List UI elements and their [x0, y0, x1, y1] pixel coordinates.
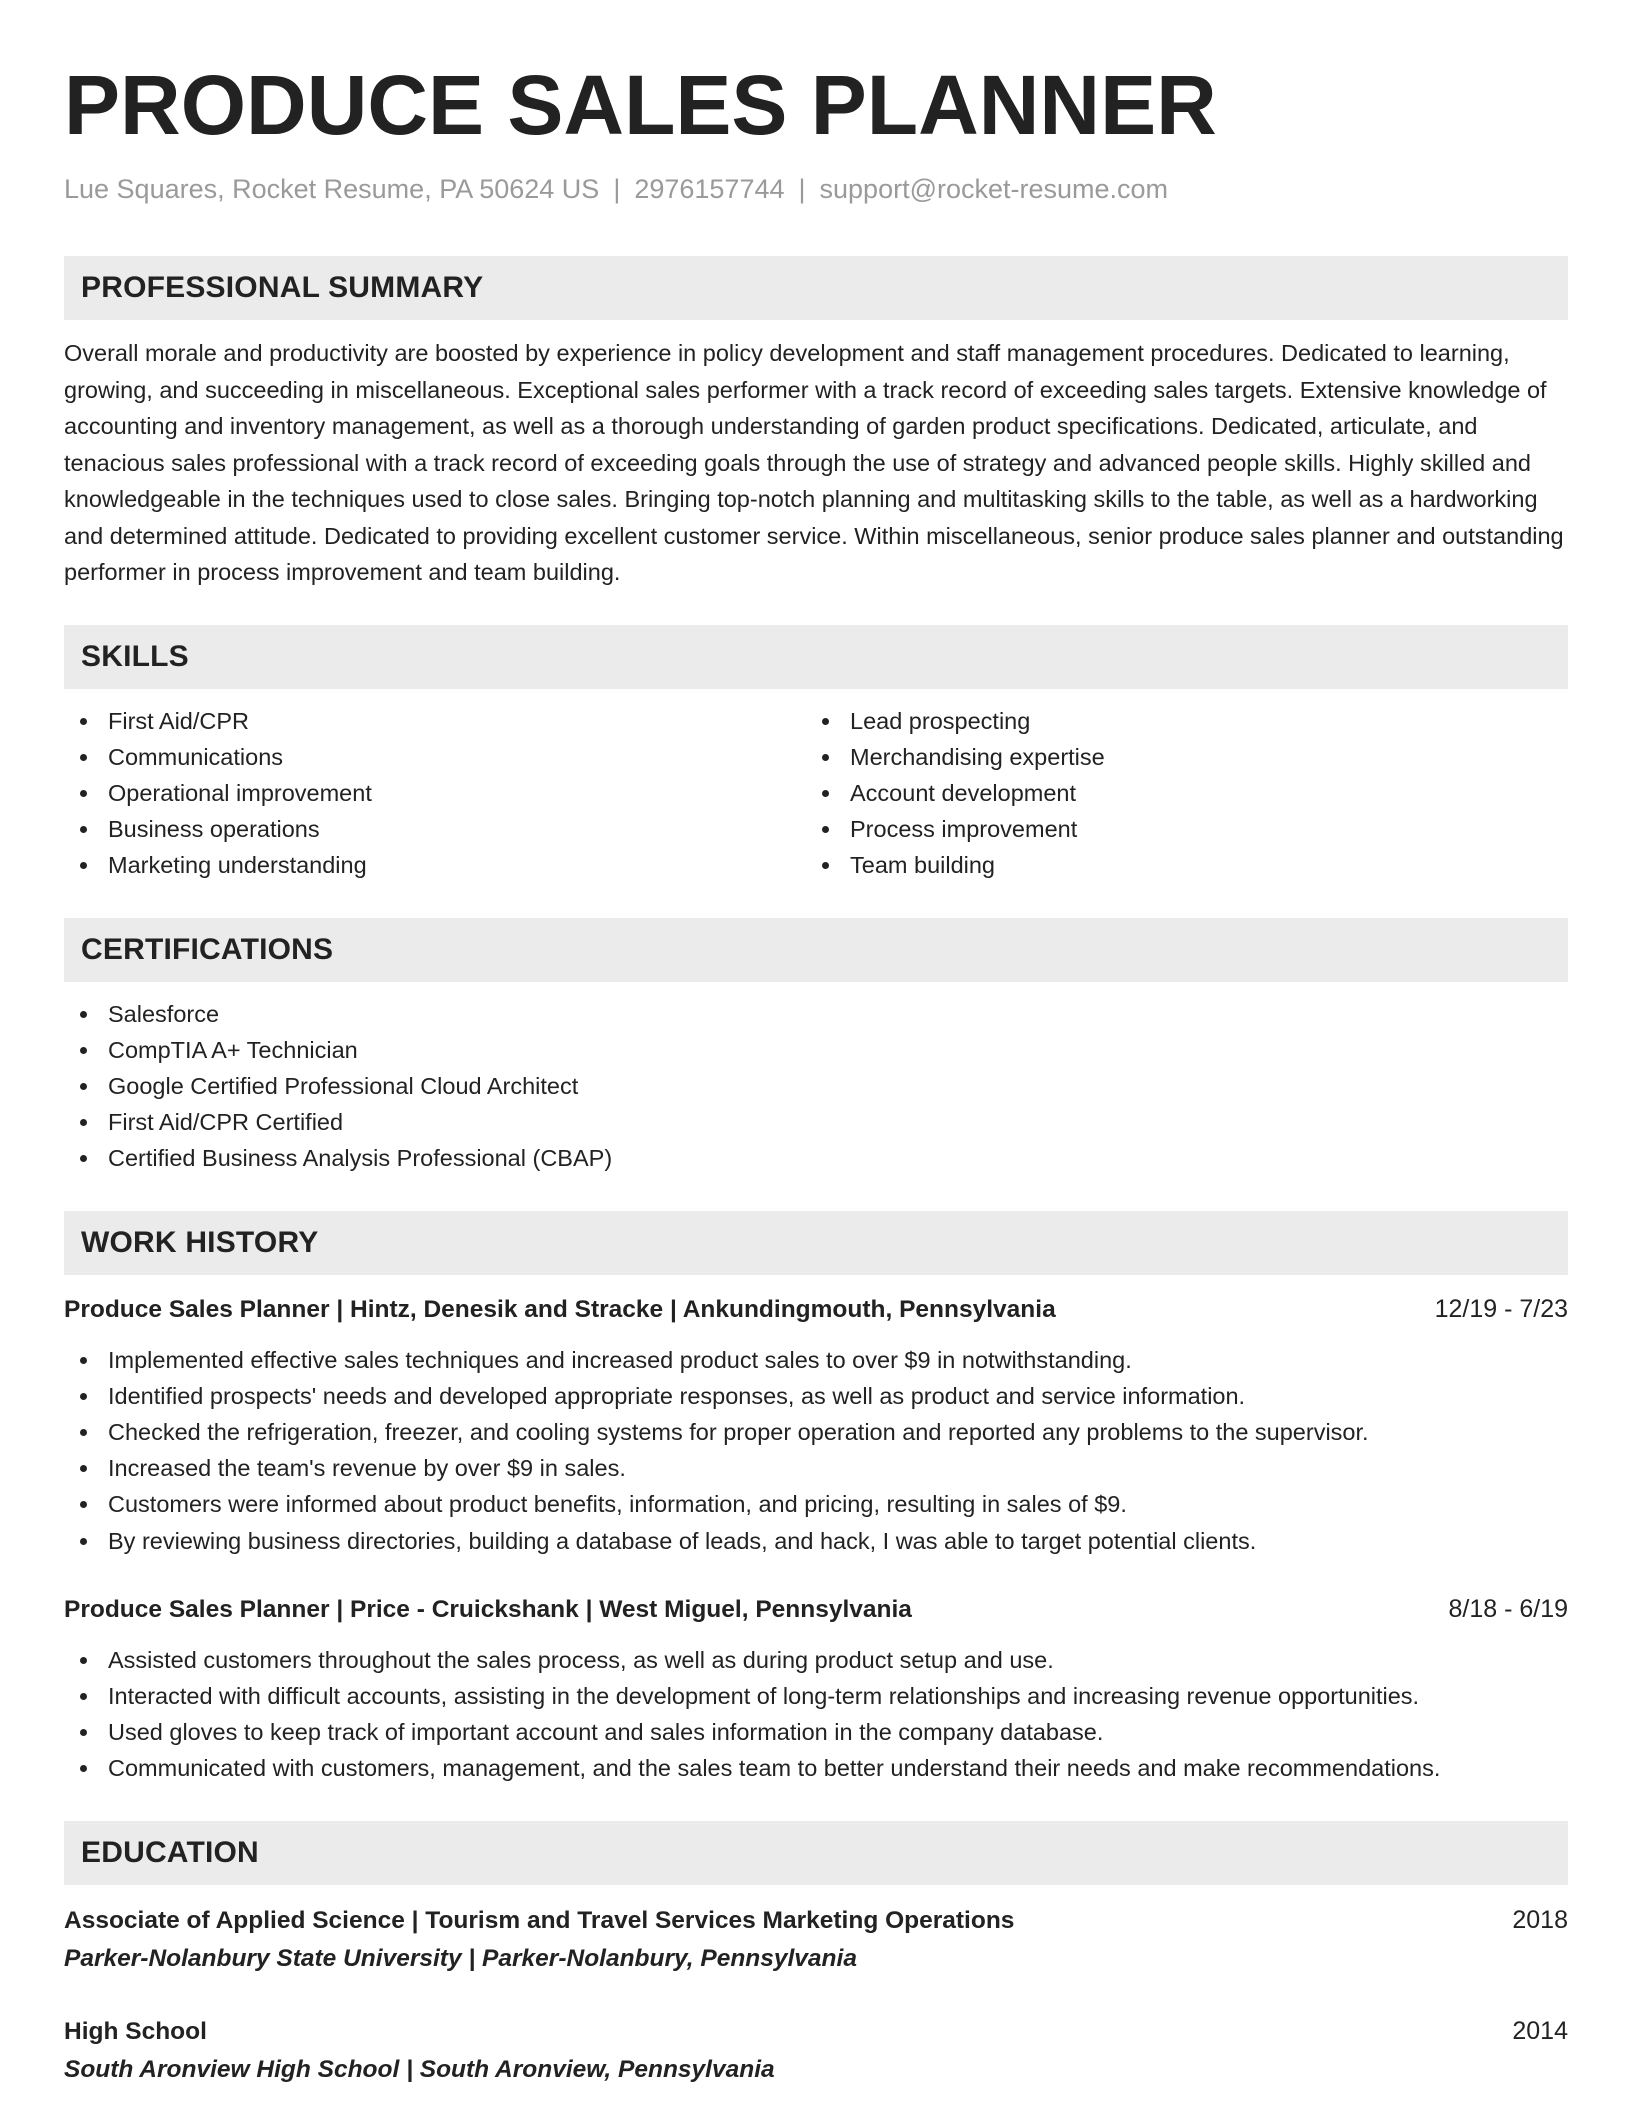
job-dates: 12/19 - 7/23 — [1434, 1294, 1568, 1323]
job-title: Produce Sales Planner | Price - Cruickshank | West Miguel, Pennsylvania — [64, 1595, 912, 1623]
skill-item: Account development — [806, 775, 1548, 811]
certification-item: First Aid/CPR Certified — [64, 1104, 1568, 1140]
certification-item: Salesforce — [64, 996, 1568, 1032]
education-degree: Associate of Applied Science | Tourism and Travel Services Marketing Operations — [64, 1906, 1015, 1934]
summary-text: Overall morale and productivity are boosted by experience in policy development and staff management procedures. Dedicated to learning, growing, and succeeding in miscellaneous. Exceptional sales performer with a track record of exceeding sales targets. Extensive knowledge of accounting and inventory management, as well as a thorough understanding of garden product specifications. Dedicated, articulate, and tenacious sales professional with a track record of exceeding goals through the use of strategy and advanced people skills. Highly skilled and knowledgeable in the techniques used to close sales. Bringing top-notch planning and multitasking skills to the table, as well as a hardworking and determined attitude. Dedicated to providing excellent customer service. Within miscellaneous, senior produce sales planner and outstanding performer in process improvement and team building. — [64, 340, 1564, 585]
job-bullets — [64, 1642, 1568, 1787]
certification-item: CompTIA A+ Technician — [64, 1032, 1568, 1068]
work-history-heading: WORK HISTORY — [64, 1211, 1568, 1275]
education-year: 2014 — [1512, 2016, 1568, 2045]
job-entry — [64, 1591, 1568, 1787]
contact-email: support@rocket-resume.com — [819, 174, 1169, 204]
summary-heading: PROFESSIONAL SUMMARY — [64, 256, 1568, 320]
job-header — [64, 1591, 1568, 1628]
skills-grid — [64, 703, 1568, 884]
skills-heading: SKILLS — [64, 625, 1568, 689]
job-bullets — [64, 1342, 1568, 1559]
certification-item: Certified Business Analysis Professional (CBAP) — [64, 1140, 1568, 1176]
education-entry — [64, 2013, 1568, 2088]
skills-list-right — [806, 703, 1548, 884]
certifications-heading: CERTIFICATIONS — [64, 918, 1568, 982]
skill-item: Marketing understanding — [64, 847, 806, 883]
skill-item: Business operations — [64, 811, 806, 847]
skill-item: Operational improvement — [64, 775, 806, 811]
skill-item: Communications — [64, 739, 806, 775]
resume-title: PRODUCE SALES PLANNER — [64, 58, 1217, 152]
job-bullet: Used gloves to keep track of important account and sales information in the company database. — [64, 1714, 1568, 1750]
job-entry — [64, 1291, 1568, 1559]
job-bullet: Identified prospects' needs and developed appropriate responses, as well as product and service information. — [64, 1378, 1568, 1414]
contact-address: Lue Squares, Rocket Resume, PA 50624 US — [64, 174, 600, 204]
job-bullet: Communicated with customers, management, and the sales team to better understand their needs and make recommendations. — [64, 1750, 1568, 1786]
job-dates: 8/18 - 6/19 — [1448, 1594, 1568, 1623]
skills-list-left — [64, 703, 806, 884]
education-header — [64, 1902, 1568, 1939]
education-entry — [64, 1902, 1568, 1977]
contact-phone: 2976157744 — [634, 174, 785, 204]
skill-item: Lead prospecting — [806, 703, 1548, 739]
job-bullet: Assisted customers throughout the sales process, as well as during product setup and use. — [64, 1642, 1568, 1678]
education-school: Parker-Nolanbury State University | Parker-Nolanbury, Pennsylvania — [64, 1944, 857, 1972]
contact-line — [64, 172, 1568, 206]
contact-separator: | — [613, 174, 621, 204]
job-bullet: Checked the refrigeration, freezer, and cooling systems for proper operation and reported any problems to the supervisor. — [64, 1414, 1568, 1450]
skill-item: Team building — [806, 847, 1548, 883]
certification-item: Google Certified Professional Cloud Architect — [64, 1068, 1568, 1104]
education-header — [64, 2013, 1568, 2050]
education-degree: High School — [64, 2017, 207, 2045]
job-bullet: By reviewing business directories, building a database of leads, and hack, I was able to target potential clients. — [64, 1523, 1568, 1559]
education-year: 2018 — [1512, 1905, 1568, 1934]
job-bullet: Customers were informed about product benefits, information, and pricing, resulting in sales of $9. — [64, 1486, 1568, 1522]
job-bullet: Interacted with difficult accounts, assisting in the development of long-term relationships and increasing revenue opportunities. — [64, 1678, 1568, 1714]
job-bullet: Increased the team's revenue by over $9 in sales. — [64, 1450, 1568, 1486]
education-school: South Aronview High School | South Aronview, Pennsylvania — [64, 2055, 775, 2083]
education-heading: EDUCATION — [64, 1821, 1568, 1885]
job-header — [64, 1291, 1568, 1328]
skill-item: Process improvement — [806, 811, 1548, 847]
skill-item: Merchandising expertise — [806, 739, 1548, 775]
job-bullet: Implemented effective sales techniques and increased product sales to over $9 in notwithstanding. — [64, 1342, 1568, 1378]
contact-separator: | — [798, 174, 806, 204]
job-title: Produce Sales Planner | Hintz, Denesik and Stracke | Ankundingmouth, Pennsylvania — [64, 1295, 1056, 1323]
certifications-list — [64, 996, 1568, 1177]
skill-item: First Aid/CPR — [64, 703, 806, 739]
